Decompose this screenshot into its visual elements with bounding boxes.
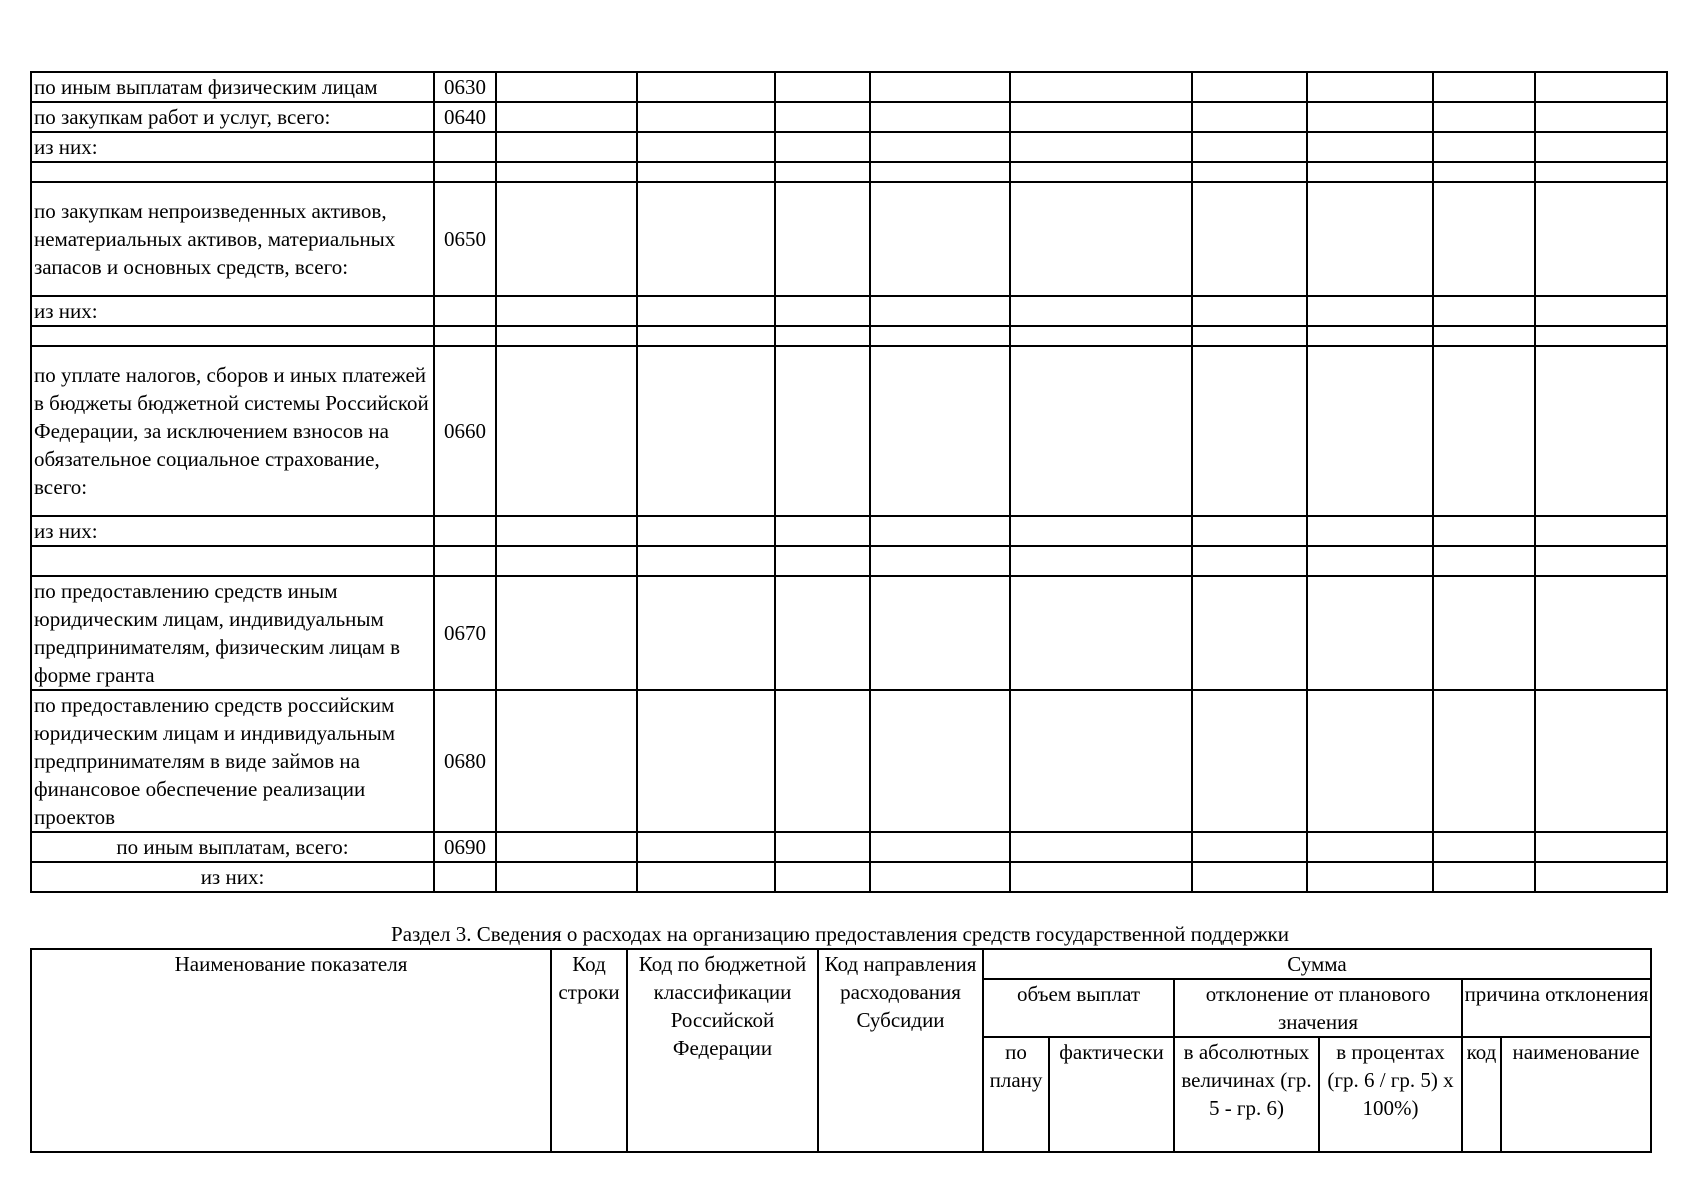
data-cell <box>1433 182 1535 296</box>
data-cell <box>870 102 1010 132</box>
data-cell <box>1535 690 1667 832</box>
row-name <box>31 326 434 346</box>
data-cell <box>637 546 775 576</box>
data-cell <box>1010 546 1192 576</box>
header-code: код <box>1462 1037 1501 1152</box>
data-cell <box>870 346 1010 516</box>
table-row <box>31 690 1667 832</box>
data-cell <box>1010 346 1192 516</box>
row-code <box>434 326 496 346</box>
data-cell <box>775 72 870 102</box>
table-row <box>31 182 1667 296</box>
data-cell <box>1010 296 1192 326</box>
header-budget-code: Код по бюджетной классификации Российской Федерации <box>627 949 818 1152</box>
data-cell <box>1307 326 1433 346</box>
data-cell <box>1192 296 1307 326</box>
data-cell <box>775 162 870 182</box>
header-payments: объем выплат <box>983 979 1174 1037</box>
data-cell <box>775 296 870 326</box>
data-cell <box>775 182 870 296</box>
data-cell <box>637 102 775 132</box>
header-name: наименование <box>1501 1037 1651 1152</box>
data-cell <box>1192 182 1307 296</box>
row-code: 0690 <box>434 832 496 862</box>
data-cell <box>1535 72 1667 102</box>
data-cell <box>775 690 870 832</box>
data-cell <box>637 326 775 346</box>
row-code <box>434 546 496 576</box>
data-cell <box>1535 182 1667 296</box>
row-name: по предоставлению средств иным юридическим лицам, индивидуальным предпринимателям, физическим лицам в форме гранта <box>31 576 434 690</box>
data-cell <box>870 296 1010 326</box>
row-code <box>434 516 496 546</box>
data-cell <box>1010 576 1192 690</box>
data-cell <box>1307 182 1433 296</box>
data-cell <box>1433 102 1535 132</box>
row-code: 0680 <box>434 690 496 832</box>
data-cell <box>496 516 637 546</box>
data-cell <box>1433 516 1535 546</box>
data-cell <box>1535 296 1667 326</box>
data-cell <box>1010 832 1192 862</box>
row-code <box>434 162 496 182</box>
data-cell <box>1307 832 1433 862</box>
data-cell <box>637 132 775 162</box>
data-cell <box>870 862 1010 892</box>
data-cell <box>496 72 637 102</box>
data-cell <box>637 346 775 516</box>
row-code: 0660 <box>434 346 496 516</box>
row-name: по иным выплатам физическим лицам <box>31 72 434 102</box>
row-code <box>434 296 496 326</box>
table-row <box>31 862 1667 892</box>
data-cell <box>1535 516 1667 546</box>
data-cell <box>1192 162 1307 182</box>
header-actual: фактически <box>1049 1037 1174 1152</box>
data-cell <box>1192 690 1307 832</box>
data-cell <box>1433 832 1535 862</box>
table-row <box>31 296 1667 326</box>
table-row <box>31 516 1667 546</box>
data-cell <box>496 862 637 892</box>
data-cell <box>1010 516 1192 546</box>
header-row-code: Код строки <box>551 949 627 1152</box>
data-cell <box>1433 346 1535 516</box>
data-cell <box>1010 132 1192 162</box>
data-cell <box>496 102 637 132</box>
data-cell <box>775 576 870 690</box>
row-name <box>31 162 434 182</box>
data-cell <box>496 182 637 296</box>
row-code <box>434 132 496 162</box>
data-cell <box>1433 576 1535 690</box>
data-cell <box>496 546 637 576</box>
data-cell <box>775 546 870 576</box>
data-cell <box>870 182 1010 296</box>
row-code <box>434 862 496 892</box>
table-row <box>31 832 1667 862</box>
data-cell <box>870 132 1010 162</box>
data-cell <box>637 832 775 862</box>
row-name: по закупкам работ и услуг, всего: <box>31 102 434 132</box>
data-cell <box>637 182 775 296</box>
row-code: 0630 <box>434 72 496 102</box>
data-cell <box>1010 862 1192 892</box>
table-row <box>31 102 1667 132</box>
data-cell <box>1433 546 1535 576</box>
data-cell <box>1307 546 1433 576</box>
data-cell <box>1192 132 1307 162</box>
data-cell <box>870 326 1010 346</box>
header-reason: причина отклонения <box>1462 979 1651 1037</box>
data-cell <box>1433 72 1535 102</box>
data-cell <box>1192 326 1307 346</box>
data-cell <box>1307 346 1433 516</box>
data-cell <box>1535 546 1667 576</box>
data-cell <box>637 576 775 690</box>
data-cell <box>1433 862 1535 892</box>
data-cell <box>1307 72 1433 102</box>
data-cell <box>1192 546 1307 576</box>
data-cell <box>775 862 870 892</box>
data-cell <box>775 516 870 546</box>
section-title: Раздел 3. Сведения о расходах на организацию предоставления средств государственной поддержки <box>391 922 1289 946</box>
header-plan: по плану <box>983 1037 1049 1152</box>
data-cell <box>870 516 1010 546</box>
data-cell <box>775 102 870 132</box>
data-cell <box>1535 576 1667 690</box>
data-cell <box>1433 162 1535 182</box>
data-cell <box>870 546 1010 576</box>
data-cell <box>1010 690 1192 832</box>
data-cell <box>496 162 637 182</box>
data-cell <box>1433 132 1535 162</box>
data-cell <box>1192 346 1307 516</box>
data-cell <box>775 346 870 516</box>
data-cell <box>1192 102 1307 132</box>
data-cell <box>1433 326 1535 346</box>
table-row <box>31 546 1667 576</box>
data-cell <box>637 162 775 182</box>
data-cell <box>637 862 775 892</box>
data-cell <box>870 832 1010 862</box>
header-absolute: в абсолютных величинах (гр. 5 - гр. 6) <box>1174 1037 1319 1152</box>
data-cell <box>1307 690 1433 832</box>
row-name: по иным выплатам, всего: <box>31 832 434 862</box>
data-cell <box>1307 516 1433 546</box>
data-cell <box>1307 132 1433 162</box>
data-cell <box>775 832 870 862</box>
data-cell <box>1307 296 1433 326</box>
data-cell <box>1535 346 1667 516</box>
table-row <box>31 72 1667 102</box>
data-cell <box>637 296 775 326</box>
data-cell <box>775 132 870 162</box>
header-indicator: Наименование показателя <box>31 949 551 1152</box>
header-deviation: отклонение от планового значения <box>1174 979 1462 1037</box>
header-percent: в процентах (гр. 6 / гр. 5) x 100%) <box>1319 1037 1462 1152</box>
table-row <box>31 346 1667 516</box>
row-code: 0670 <box>434 576 496 690</box>
table-row <box>31 576 1667 690</box>
data-cell <box>496 132 637 162</box>
data-cell <box>870 690 1010 832</box>
table-row <box>31 326 1667 346</box>
row-name: по закупкам непроизведенных активов, нематериальных активов, материальных запасов и основных средств, всего: <box>31 182 434 296</box>
header-direction-code: Код направления расходования Субсидии <box>818 949 983 1152</box>
row-name: из них: <box>31 516 434 546</box>
data-cell <box>496 690 637 832</box>
data-cell <box>870 576 1010 690</box>
data-cell <box>1192 862 1307 892</box>
data-cell <box>496 326 637 346</box>
data-cell <box>1192 576 1307 690</box>
data-cell <box>1010 102 1192 132</box>
section3-header-table <box>30 948 1652 1153</box>
row-name <box>31 546 434 576</box>
header-sum: Сумма <box>983 949 1651 979</box>
data-cell <box>496 346 637 516</box>
row-name: из них: <box>31 296 434 326</box>
data-cell <box>1307 576 1433 690</box>
data-cell <box>1010 162 1192 182</box>
data-cell <box>637 690 775 832</box>
data-cell <box>1307 162 1433 182</box>
data-cell <box>637 516 775 546</box>
table-row <box>31 162 1667 182</box>
data-cell <box>496 296 637 326</box>
data-cell <box>1010 326 1192 346</box>
data-cell <box>1192 72 1307 102</box>
row-name: по предоставлению средств российским юридическим лицам и индивидуальным предпринимателям в виде займов на финансовое обеспечение реализации проектов <box>31 690 434 832</box>
data-cell <box>1535 162 1667 182</box>
data-cell <box>1010 72 1192 102</box>
data-cell <box>1010 182 1192 296</box>
row-name: из них: <box>31 862 434 892</box>
data-cell <box>870 72 1010 102</box>
row-code: 0650 <box>434 182 496 296</box>
data-cell <box>870 162 1010 182</box>
data-cell <box>1433 690 1535 832</box>
data-cell <box>637 72 775 102</box>
data-cell <box>1535 862 1667 892</box>
data-cell <box>1192 832 1307 862</box>
data-cell <box>1307 102 1433 132</box>
data-cell <box>1535 326 1667 346</box>
data-cell <box>775 326 870 346</box>
row-name: из них: <box>31 132 434 162</box>
expenses-table <box>30 71 1668 893</box>
data-cell <box>1192 516 1307 546</box>
data-cell <box>1535 132 1667 162</box>
data-cell <box>496 832 637 862</box>
table-row <box>31 132 1667 162</box>
data-cell <box>1307 862 1433 892</box>
row-code: 0640 <box>434 102 496 132</box>
data-cell <box>496 576 637 690</box>
data-cell <box>1535 102 1667 132</box>
data-cell <box>1535 832 1667 862</box>
row-name: по уплате налогов, сборов и иных платежей в бюджеты бюджетной системы Российской Федерации, за исключением взносов на обязательное социальное страхование, всего: <box>31 346 434 516</box>
data-cell <box>1433 296 1535 326</box>
